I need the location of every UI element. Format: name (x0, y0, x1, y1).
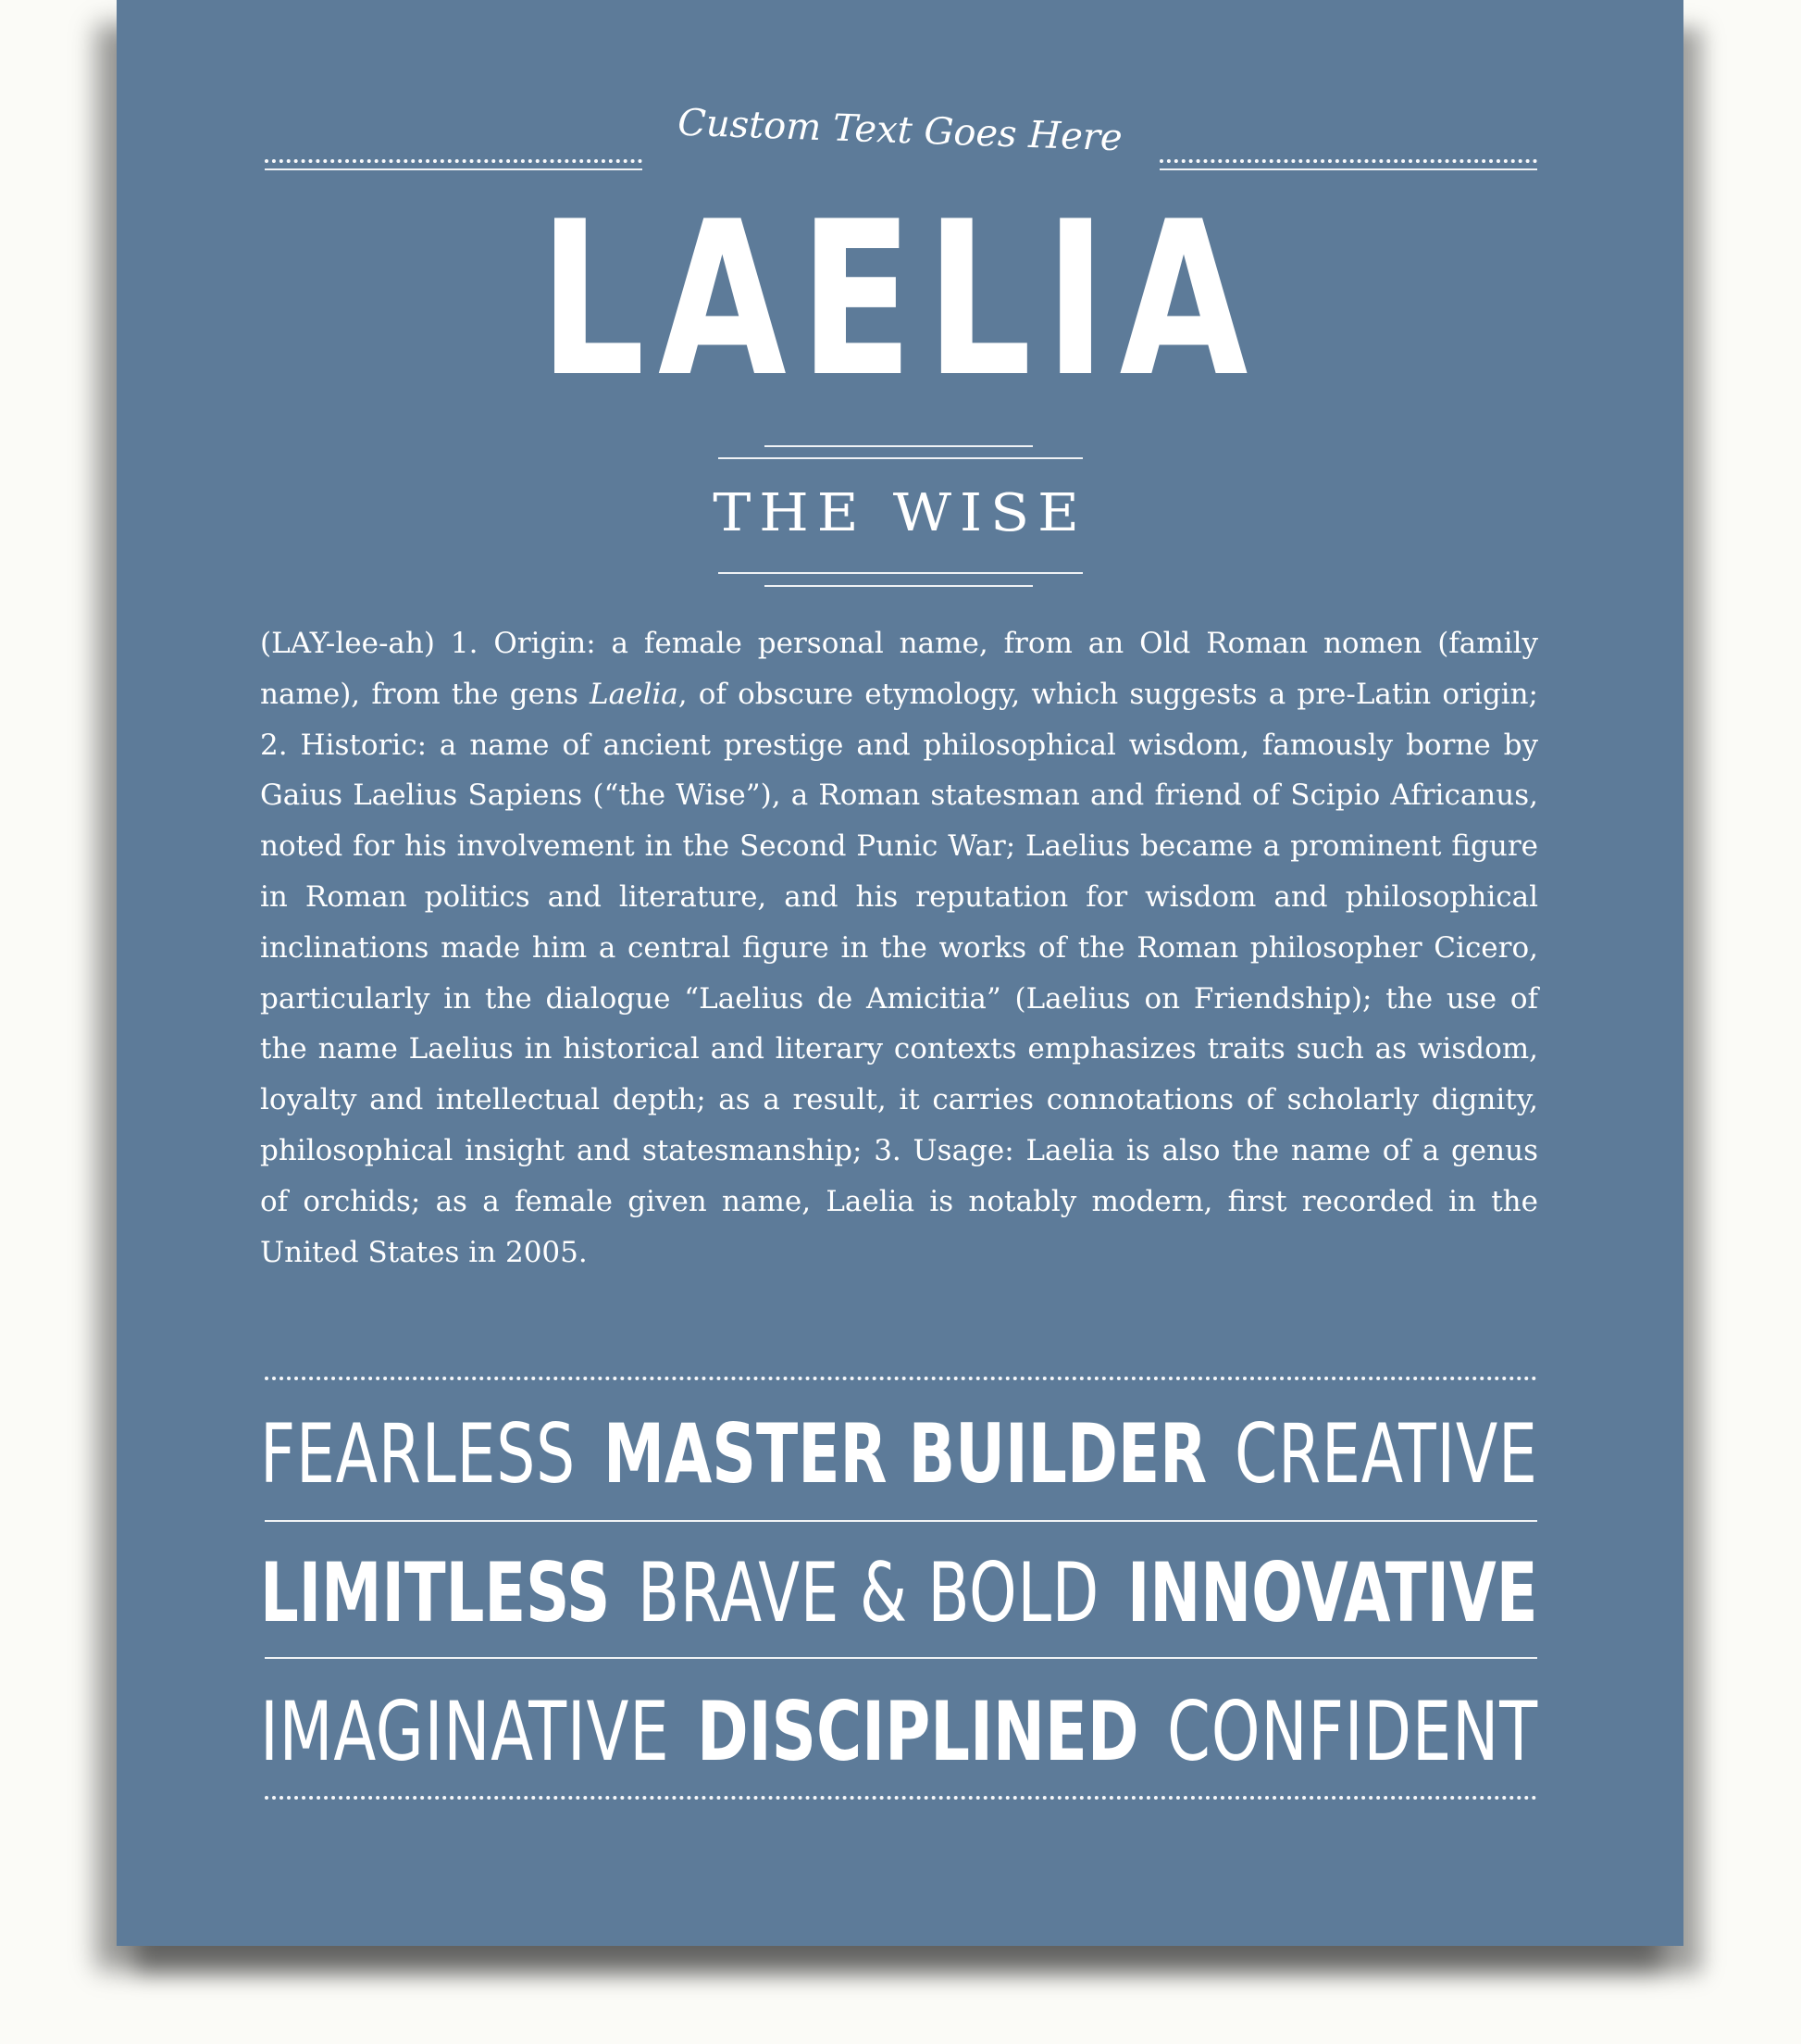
trait-row (260, 1403, 1538, 1505)
trait-word: IMAGINATIVE (260, 1684, 670, 1779)
trait-word: INNOVATIVE (1127, 1545, 1538, 1640)
meaning-rule-top-short (764, 445, 1033, 447)
meaning-rule-bottom-short (764, 585, 1033, 587)
name-definition (260, 618, 1538, 1278)
trait-word: LIMITLESS (260, 1545, 611, 1640)
trait-word: FEARLESS (260, 1406, 577, 1502)
definition-text-2: , of obscure etymology, which suggests a pre-Latin origin; 2. Historic: a name of ancient prestige and philosophical wisdom, famously borne by Gaius Laelius Sapiens (“the Wise”), a Roman statesman and friend of Scipio Africanus, noted for his involvement in the Second Punic War; Laelius became a prominent figure in Roman politics and literature, and his reputation for wisdom and philosophical inclinations made him a central figure in the works of the Roman philosopher Cicero, particularly in the dialogue “Laelius de Amicitia” (Laelius on Friendship); the use of the name Laelius in historical and literary contexts emphasizes traits such as wisdom, loyalty and intellectual depth; as a result, it carries connotations of scholarly dignity, philosophical insight and statesmanship; 3. Usage: Laelia is also the name of a genus of orchids; as a female given name, Laelia is notably modern, first recorded in the United States in 2005. (260, 677, 1538, 1269)
trait-word: BRAVE & BOLD (638, 1545, 1100, 1640)
traits-rule-1 (265, 1520, 1537, 1522)
name-poster (117, 0, 1683, 1946)
name-meaning: THE WISE (713, 483, 1087, 543)
trait-row (260, 1542, 1538, 1644)
header-dots-left (265, 159, 642, 163)
trait-row (260, 1681, 1538, 1783)
trait-word: CREATIVE (1235, 1406, 1538, 1502)
definition-italic: Laelia (590, 677, 678, 711)
traits-rule-2 (265, 1657, 1537, 1659)
trait-word: MASTER BUILDER (603, 1406, 1208, 1502)
header-rule-left (265, 168, 642, 170)
traits-dots-top (265, 1377, 1537, 1380)
traits-dots-bottom (265, 1796, 1537, 1800)
custom-text: Custom Text Goes Here (677, 101, 1124, 160)
trait-word: CONFIDENT (1167, 1684, 1538, 1779)
poster-name: LAELIA (539, 177, 1261, 424)
trait-word: DISCIPLINED (697, 1684, 1140, 1779)
definition-text-1: (LAY-lee-ah) 1. Origin: a female personal name, from an Old Roman nomen (family name), from the gens (260, 627, 1538, 711)
meaning-rule-top-long (718, 457, 1083, 459)
meaning-rule-bottom-long (718, 572, 1083, 574)
